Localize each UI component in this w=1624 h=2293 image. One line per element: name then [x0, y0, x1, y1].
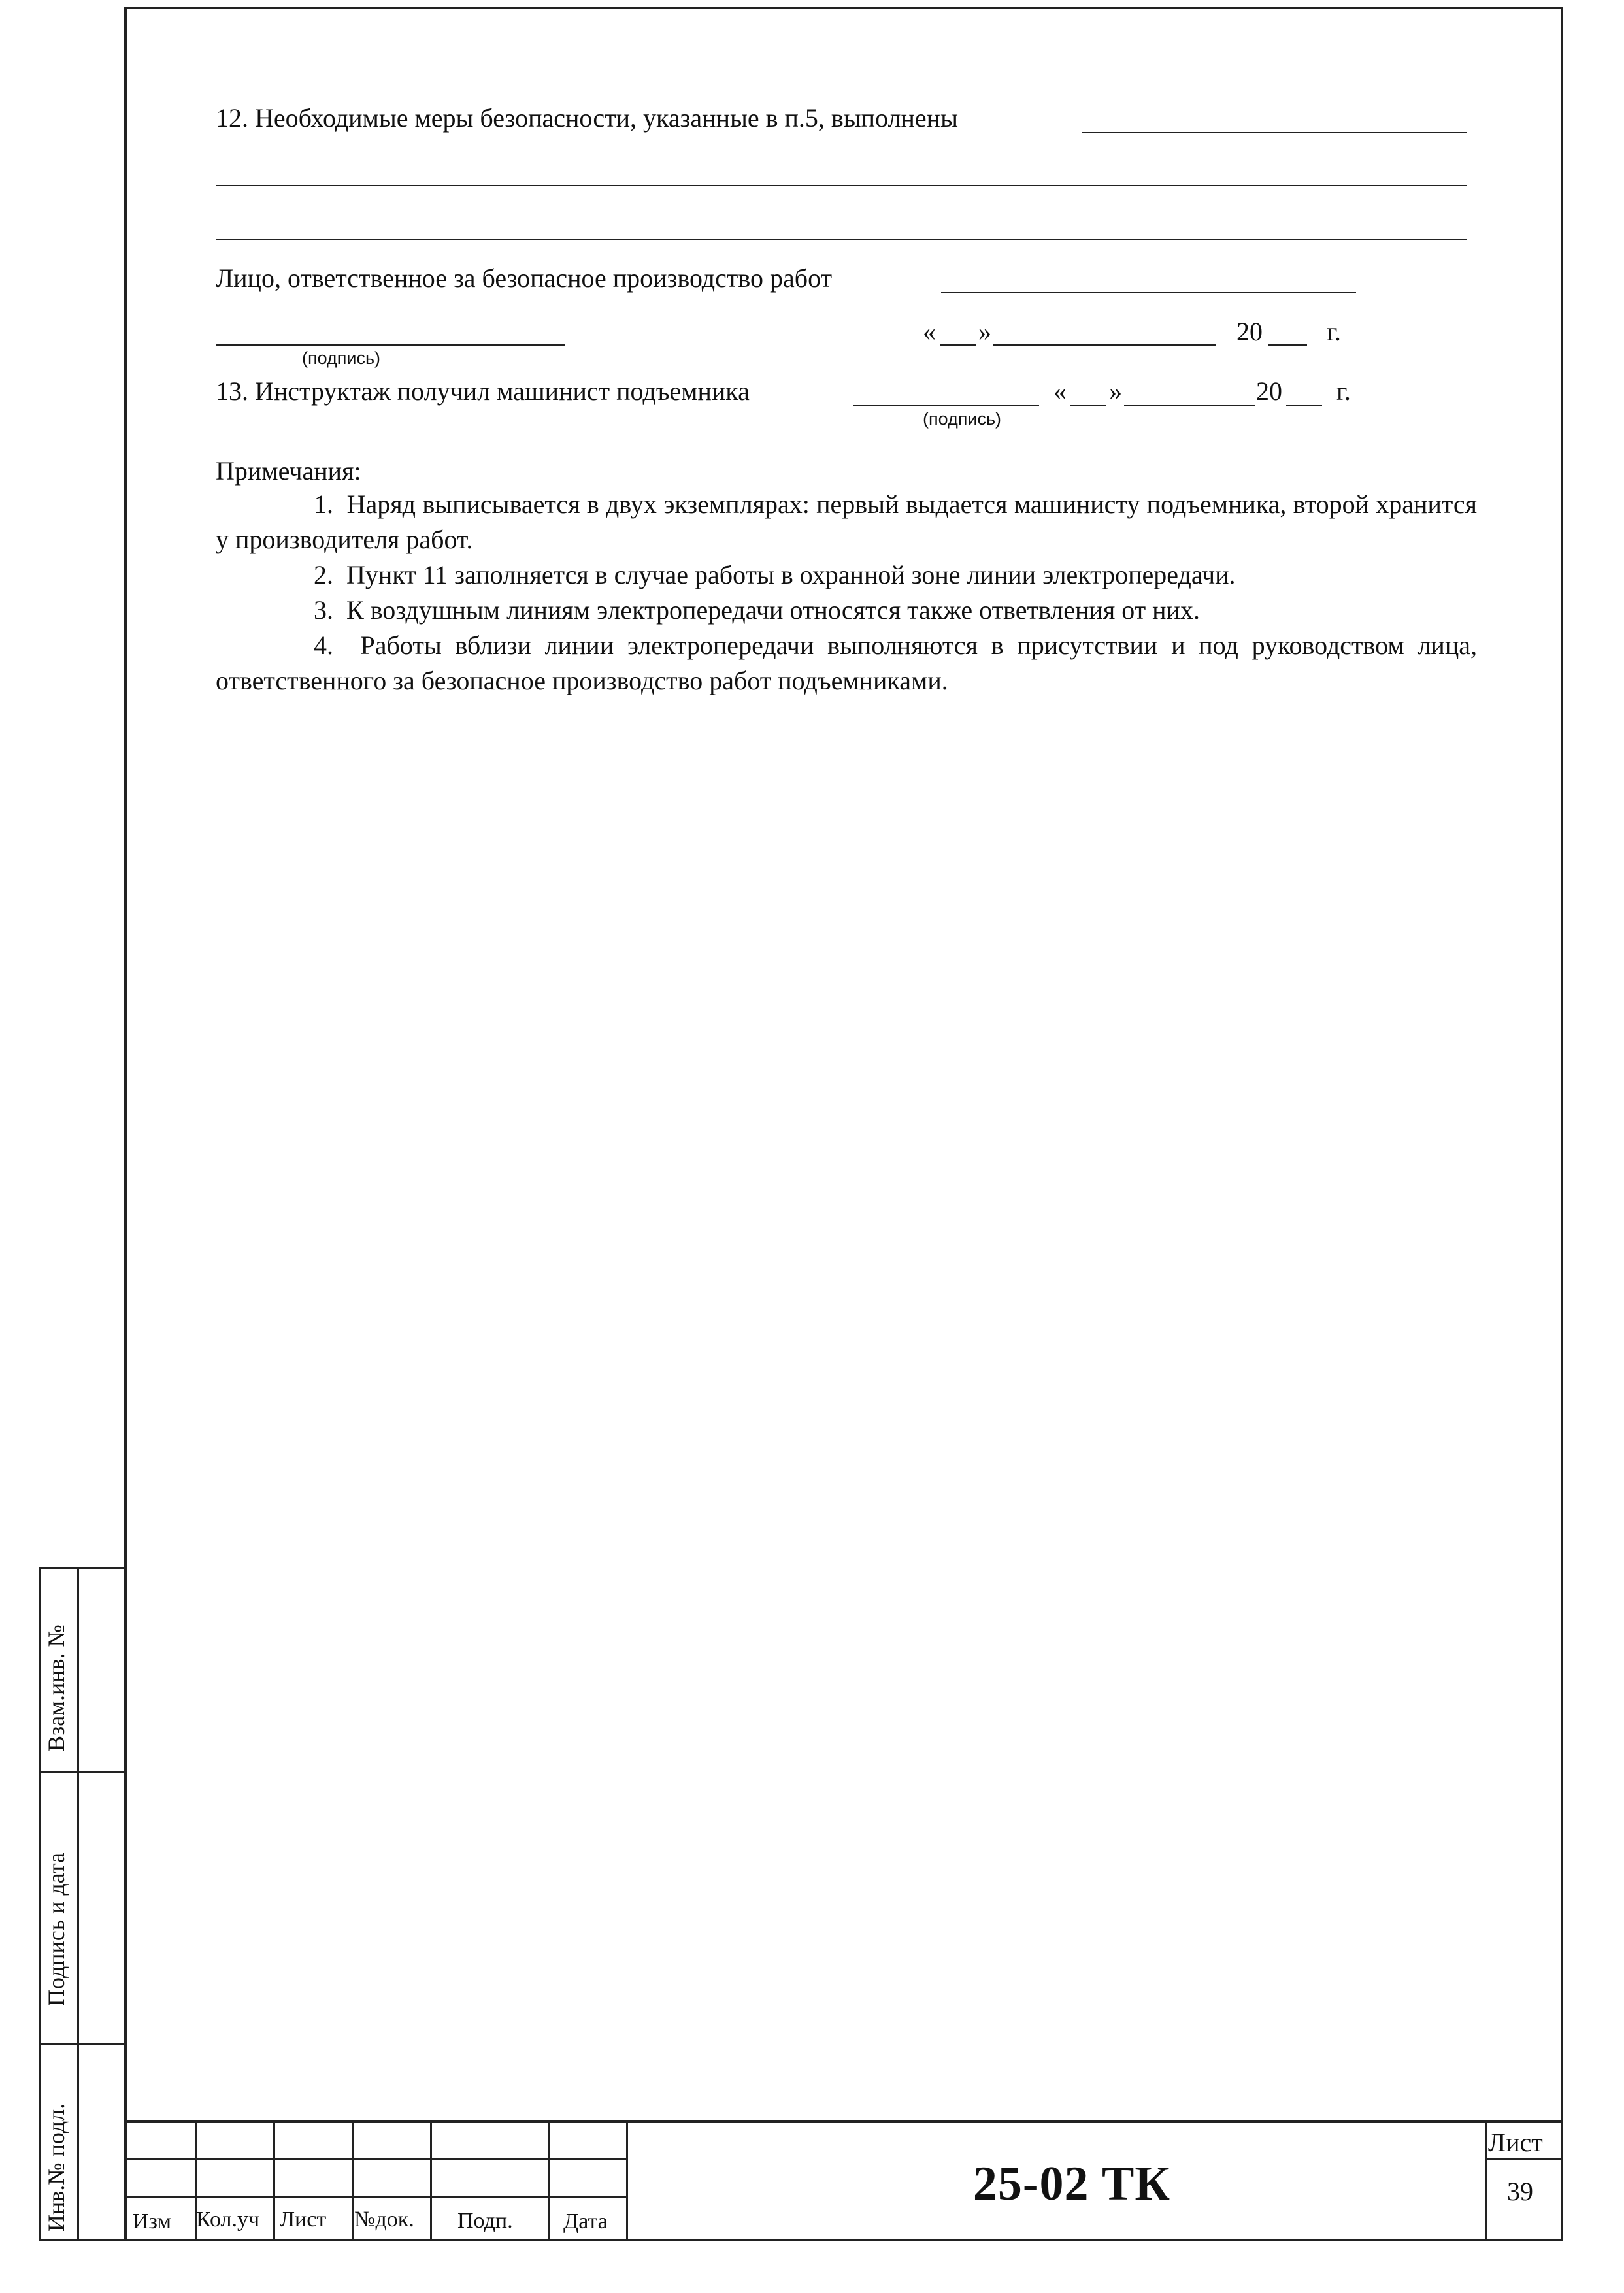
col-label-podp: Подп. [457, 2209, 513, 2233]
side-label-inv-podl: Инв.№ подл. [43, 2103, 69, 2232]
side-label-podpis-data: Подпись и дата [43, 1853, 69, 2006]
date-quote-open: « [923, 317, 936, 346]
date-month-line[interactable] [993, 344, 1216, 346]
title-block-top-border [124, 2120, 1563, 2123]
item-13-day-line[interactable] [1070, 405, 1106, 406]
col-label-data: Дата [563, 2209, 608, 2234]
item-13-quote-close: » [1109, 376, 1122, 406]
side-label-vzam-inv: Взам.инв. № [43, 1625, 69, 1751]
item-13-month-line[interactable] [1124, 405, 1255, 406]
title-grid-row-line [124, 2196, 627, 2198]
side-strip-divider [77, 1567, 79, 2241]
title-grid-col-line [626, 2120, 628, 2241]
notes-heading: Примечания: [216, 456, 361, 486]
sheet-label: Лист [1488, 2128, 1543, 2157]
title-grid-col-line [430, 2120, 432, 2241]
item-12-line-3[interactable] [216, 239, 1467, 240]
title-grid-row-line [124, 2158, 627, 2160]
item-13-signature-line[interactable] [853, 405, 1039, 406]
date-year-line[interactable] [1268, 344, 1307, 346]
date-year-suffix: г. [1327, 317, 1341, 346]
item-13-year-line[interactable] [1286, 405, 1322, 406]
title-grid-col-line [548, 2120, 550, 2241]
item-13-signature-caption: (подпись) [923, 409, 1002, 429]
item-13-year-suffix: г. [1336, 376, 1351, 406]
date-quote-close: » [978, 317, 991, 346]
note-item: 1. Наряд выписывается в двух экземплярах: первый выдается машинисту подъемника, второй хранится у производителя работ. [216, 489, 1477, 554]
signature-caption: (подпись) [302, 348, 381, 368]
item-12-fill-line[interactable] [1082, 132, 1467, 133]
date-year-prefix: 20 [1236, 317, 1263, 346]
responsible-signature-line[interactable] [216, 344, 565, 346]
col-label-kol-uch: Кол.уч [196, 2207, 260, 2232]
page-frame [124, 7, 1563, 2241]
sheet-box-left-line [1485, 2120, 1487, 2241]
note-item: 3. К воздушным линиям электропередачи относятся также ответвления от них. [314, 595, 1200, 625]
responsible-label: Лицо, ответственное за безопасное производство работ [216, 263, 833, 293]
responsible-name-line[interactable] [941, 292, 1356, 293]
item-12-line-2[interactable] [216, 185, 1467, 186]
item-13-text: 13. Инструктаж получил машинист подъемника [216, 376, 750, 406]
item-13-year-prefix: 20 [1256, 376, 1282, 406]
document-code: 25-02 ТК [972, 2157, 1171, 2211]
col-label-ndok: №док. [354, 2207, 414, 2232]
item-13-quote-open: « [1053, 376, 1067, 406]
date-day-line[interactable] [940, 344, 976, 346]
sheet-number: 39 [1507, 2177, 1533, 2206]
note-item: 4. Работы вблизи линии электропередачи выполняются в присутствии и под руководством лица, ответственного за безопасное производство работ подъемниками. [216, 631, 1477, 695]
col-label-list: Лист [280, 2207, 327, 2232]
title-grid-col-line [273, 2120, 275, 2241]
sheet-box-divider [1485, 2158, 1563, 2160]
title-grid-col-line [352, 2120, 354, 2241]
col-label-izm: Изм [133, 2209, 172, 2234]
item-12-text: 12. Необходимые меры безопасности, указанные в п.5, выполнены [216, 103, 958, 133]
note-item: 2. Пункт 11 заполняется в случае работы в охранной зоне линии электропередачи. [314, 560, 1236, 589]
